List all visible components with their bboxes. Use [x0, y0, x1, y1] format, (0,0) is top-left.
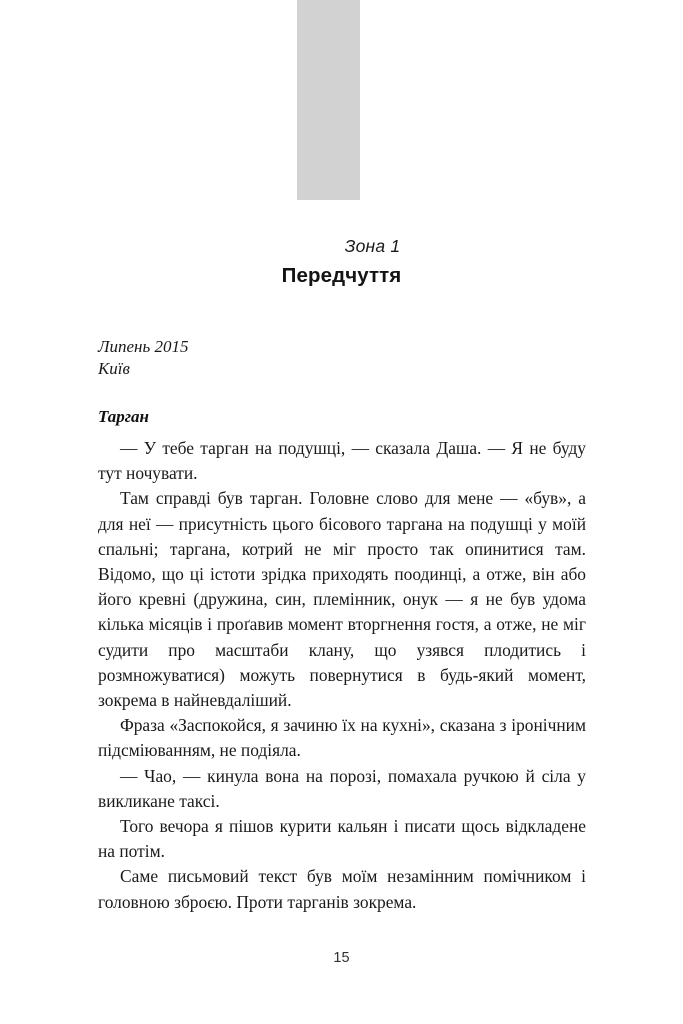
body-paragraph: Того вечора я пішов курити кальян і писати щось відкладене на потім. [98, 816, 586, 862]
chapter-heading [0, 238, 683, 286]
text-column [98, 336, 586, 915]
zone-label: Зона 1 [344, 236, 401, 256]
page-title: Передчуття [281, 263, 402, 287]
top-gray-bar [297, 0, 360, 200]
body-paragraph: Фраза «Заспокойся, я зачиню їх на кухні», сказана з іронічним підсміюванням, не подіяла. [98, 715, 586, 761]
body-paragraph: — У тебе тарган на подушці, — сказала Даша. — Я не буду тут ночувати. [98, 438, 586, 484]
body-paragraph: — Чао, — кинула вона на порозі, помахала ручкою й сіла у викликане таксі. [98, 765, 586, 811]
meta-date: Липень 2015 [98, 337, 189, 356]
body-paragraph: Саме письмовий текст був моїм незамінним помічником і головною зброєю. Проти тарганів зокрема. [98, 866, 586, 912]
page-number: 15 [333, 950, 350, 966]
section-title: Тарган [98, 407, 149, 426]
meta-place: Київ [98, 359, 130, 378]
body-paragraph: Там справді був тарган. Головне слово для мене — «був», а для неї — присутність цього бісового таргана на подушці у моїй спальні; таргана, котрий не міг просто так опинитися там. Відомо, що ці істоти зрідка приходять поодинці, а отже, він або його кревні (дружина, син, племінник, онук — я не був удома кілька місяців і проґавив момент вторгнення гостя, а отже, не міг судити про масштаби клану, що узявся плодитись і розмножуватися) можуть повернутися в будь-який момент, зокрема в найневдаліший. [98, 488, 586, 711]
